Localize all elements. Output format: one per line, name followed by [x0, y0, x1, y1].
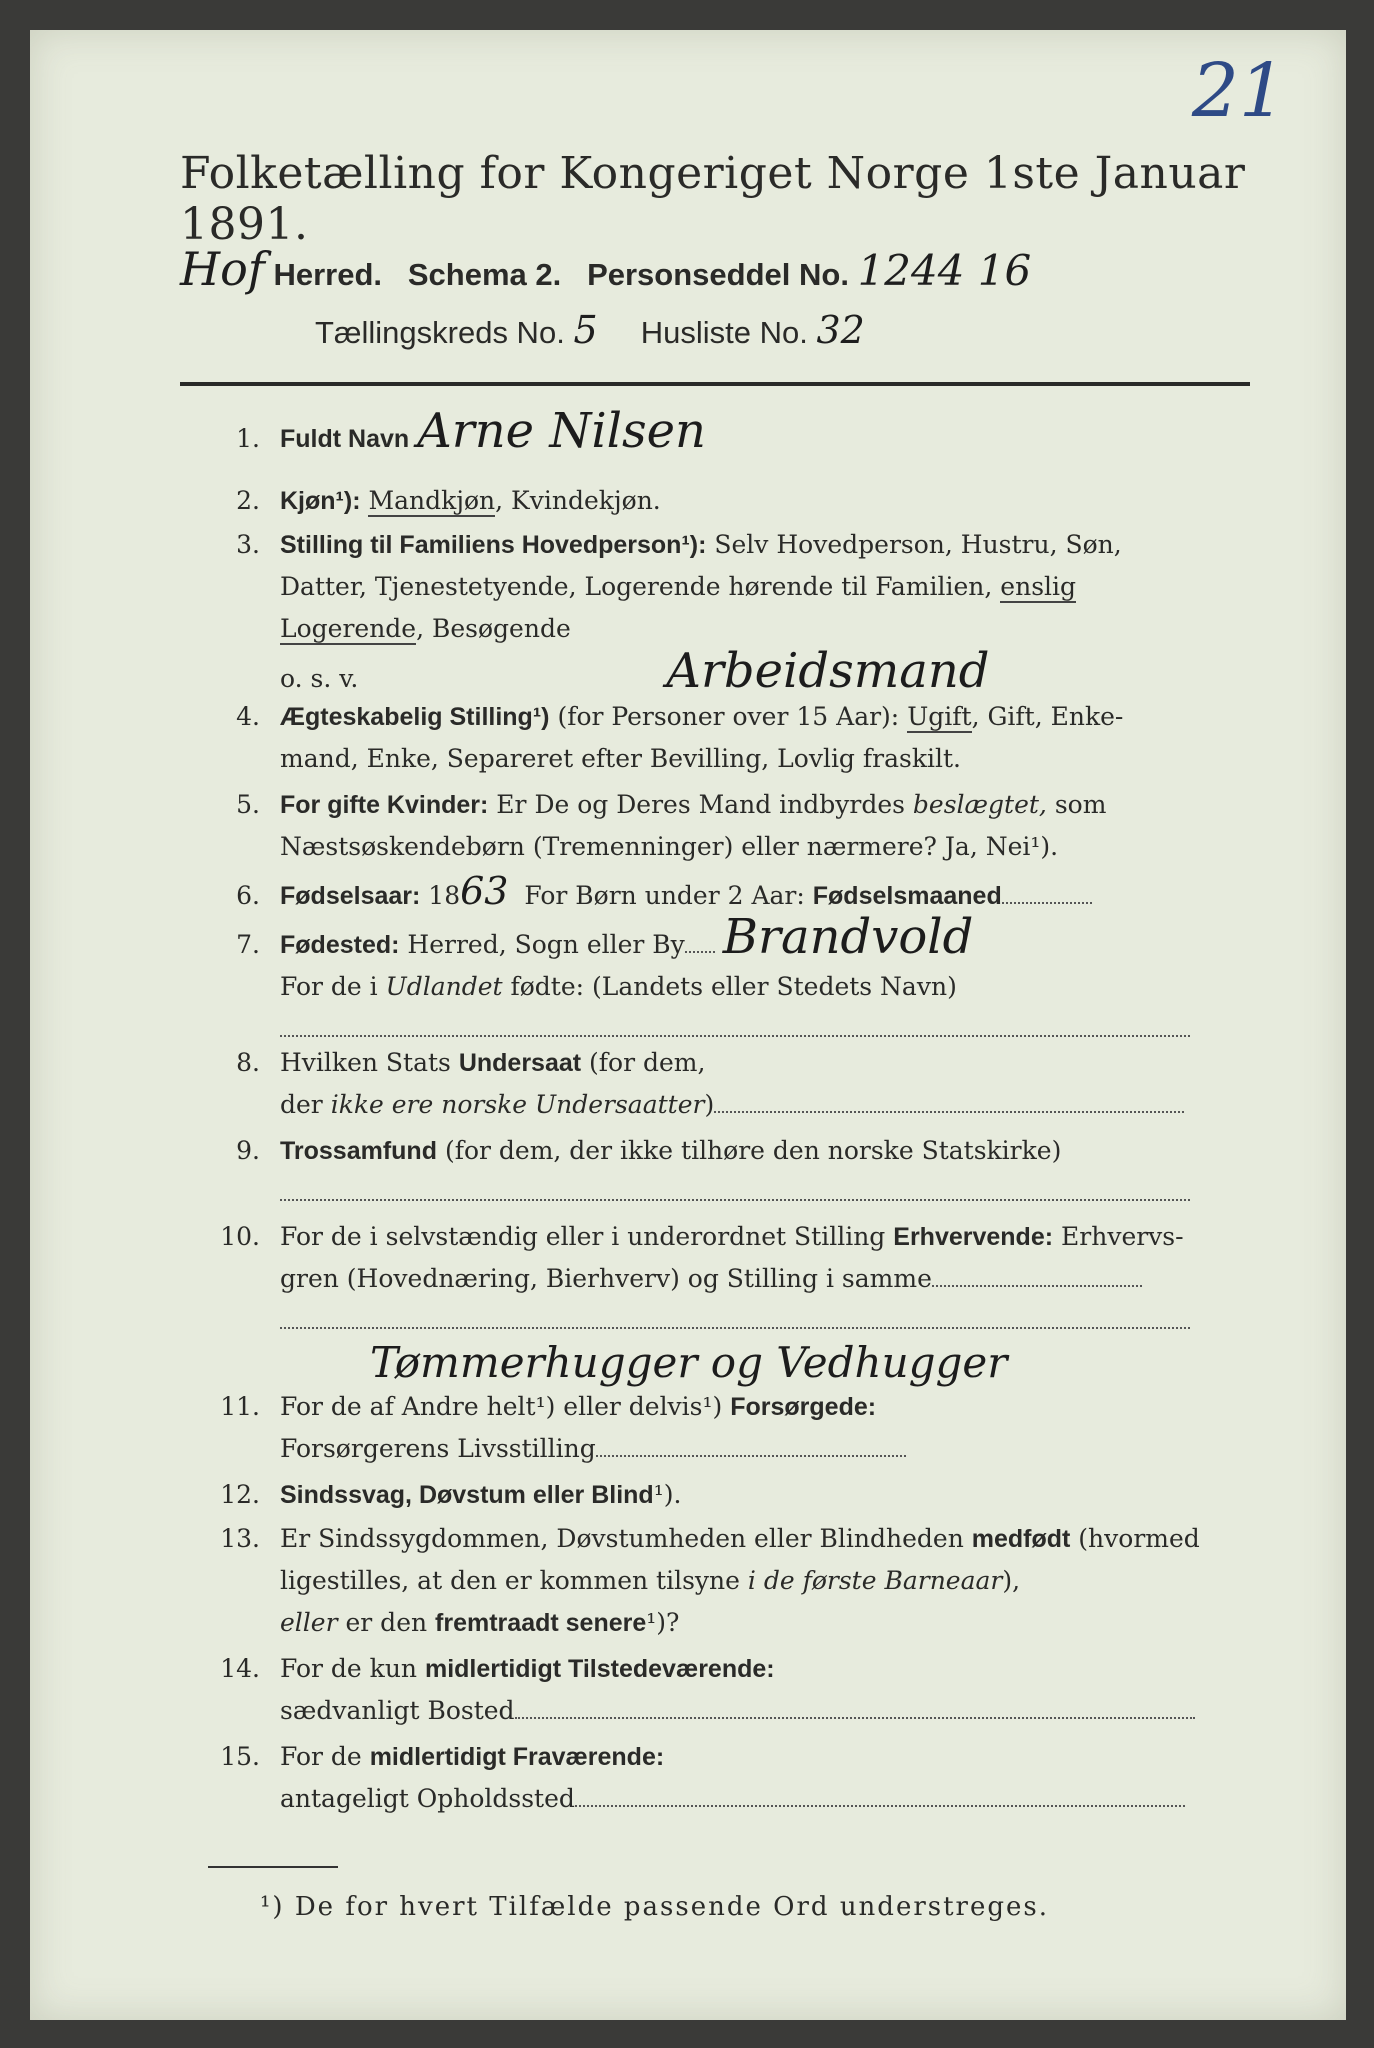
occupation-answer: Tømmerhugger og Vedhugger — [370, 1338, 1008, 1387]
position-answer: Arbeidsmand — [666, 643, 990, 699]
footnote: ¹) De for hvert Tilfælde passende Ord understreges. — [260, 1892, 1050, 1922]
form-title: Folketælling for Kongeriget Norge 1ste Januar 1891. — [180, 148, 1246, 250]
census-form-page — [30, 30, 1346, 2020]
header-rule — [180, 382, 1250, 386]
birthyear-answer: 63 — [460, 869, 509, 913]
field-10-occupation: 10. For de i selvstændig eller i underordnet Stilling Erhvervende: Erhvervs- gren (Hovednæring, Bierhverv) og Stilling i samme Tømmerhugger og Vedhugger — [180, 1216, 1260, 1390]
field-14-temporary-present: 14. For de kun midlertidigt Tilstedeværende: sædvanligt Bosted — [180, 1648, 1260, 1732]
field-2-sex: 2. Kjøn¹): Mandkjøn, Kvindekjøn. — [236, 486, 661, 515]
field-11-supported: 11. For de af Andre helt¹) eller delvis¹) Forsørgede: Forsørgerens Livsstilling — [180, 1386, 1260, 1470]
field-6-birthyear: 6. Fødselsaar: 1863 For Børn under 2 Aar: Fødselsmaaned — [180, 870, 1260, 917]
field-8-citizenship: 8. Hvilken Stats Undersaat (for dem, der ikke ere norske Undersaatter) — [180, 1042, 1260, 1126]
name-answer: Arne Nilsen — [417, 403, 706, 459]
field-5-married-women: 5. For gifte Kvinder: Er De og Deres Mand indbyrdes beslægtet, som Næstsøskendebørn (Tremenninger) eller nærmere? Ja, Nei¹). — [236, 790, 1107, 861]
field-3-position: 3. Stilling til Familiens Hovedperson¹): Selv Hovedperson, Hustru, Søn, Datter, Tjenestetyende, Logerende hørende til Familien, enslig Logerende, Besøgende o. s. v. Arbeidsmand — [236, 530, 1122, 699]
field-1-name: 1. Fuldt Navn Arne Nilsen — [236, 403, 706, 459]
field-15-temporary-absent: 15. For de midlertidigt Fraværende: antageligt Opholdssted — [180, 1736, 1260, 1820]
herred-value: Hof — [180, 242, 265, 296]
herred-line: Hof Herred. Schema 2. Personseddel No. 1244 16 — [180, 242, 1032, 296]
field-7-birthplace: 7. Fødested: Herred, Sogn eller By Brandvold For de i Udlandet fødte: (Landets eller Stedets Navn) — [180, 916, 1260, 1050]
page-number: 21 — [1191, 48, 1286, 134]
field-4-marital: 4. Ægteskabelig Stilling¹) (for Personer over 15 Aar): Ugift, Gift, Enke- mand, Enke, Separeret efter Bevilling, Lovlig fraskilt. — [236, 702, 1124, 773]
field-13-congenital: 13. Er Sindssygdommen, Døvstumheden eller Blindheden medfødt (hvormed ligestilles, at den er kommen tilsyne i de første Barneaar), eller er den fremtraadt senere¹)? — [220, 1524, 1200, 1637]
taellingskreds-value: 5 — [573, 308, 598, 352]
husliste-value: 32 — [816, 308, 865, 352]
field-12-disability: 12. Sindssvag, Døvstum eller Blind¹). — [220, 1480, 682, 1509]
footnote-rule — [208, 1866, 338, 1868]
personseddel-value: 1244 16 — [857, 246, 1032, 295]
field-9-religion: 9. Trossamfund (for dem, der ikke tilhøre den norske Statskirke) — [180, 1130, 1260, 1214]
kreds-line: Tællingskreds No. 5 Husliste No. 32 — [315, 308, 865, 352]
birthplace-answer: Brandvold — [722, 909, 974, 965]
